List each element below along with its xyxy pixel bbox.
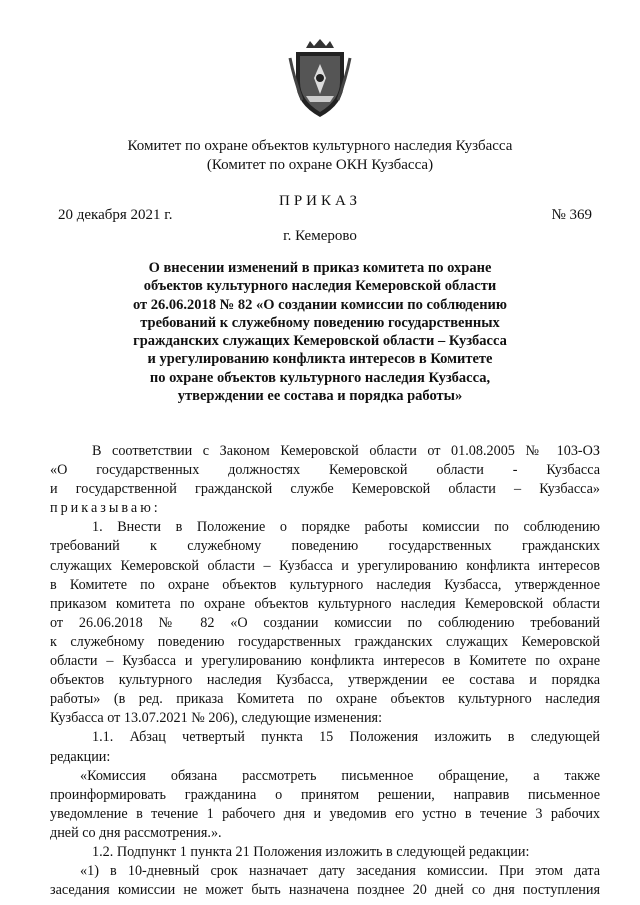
body-line: 1.2. Подпункт 1 пункта 21 Положения изложить в следующей редакции:	[92, 843, 530, 860]
document-type: ПРИКАЗ	[279, 193, 361, 209]
body-line: требований к служебному поведению государственных гражданских	[50, 538, 600, 555]
body-line: приказываю:	[50, 500, 161, 517]
organization-short-name: (Комитет по охране ОКН Кузбасса)	[206, 157, 434, 173]
body-line: Кузбасса от 13.07.2021 № 206), следующие изменения:	[50, 710, 383, 727]
body-line: уведомление в течение 1 рабочего дня и уведомив его устно в течение 3 рабочих	[50, 805, 600, 822]
title-line: требований к служебному поведению государственных	[140, 314, 500, 331]
document-number: № 369	[551, 207, 592, 223]
body-line: от 26.06.2018 № 82 «О создании комиссии по соблюдению требований	[50, 614, 600, 631]
title-line: и урегулированию конфликта интересов в Комитете	[147, 351, 493, 368]
organization-name: Комитет по охране объектов культурного наследия Кузбасса	[127, 138, 513, 154]
title-line: утверждении ее состава и порядка работы»	[177, 388, 463, 405]
order-title	[60, 259, 580, 405]
body-line: в Комитете по охране объектов культурного наследия Кузбасса, утвержденное	[50, 576, 600, 593]
body-line: «О государственных должностях Кемеровской области - Кузбасса	[50, 462, 600, 479]
body-line: служащих Кемеровской области – Кузбасса и урегулированию конфликта интересов	[50, 557, 600, 574]
body-line: области – Кузбасса и урегулированию конфликта интересов в Комитете по охране	[50, 653, 600, 670]
body-line: к служебному поведению государственных гражданских служащих Кемеровской	[50, 633, 600, 650]
body-line: В соответствии с Законом Кемеровской области от 01.08.2005 № 103-ОЗ	[92, 443, 600, 459]
body-line: 1.1. Абзац четвертый пункта 15 Положения изложить в следующей	[92, 729, 600, 746]
title-line: О внесении изменений в приказ комитета по охране	[148, 260, 492, 276]
title-line: гражданских служащих Кемеровской области – Кузбасса	[133, 333, 507, 350]
document-city: г. Кемерово	[283, 228, 357, 244]
coat-of-arms-icon	[286, 38, 354, 120]
title-line: от 26.06.2018 № 82 «О создании комиссии по соблюдению	[132, 296, 507, 313]
order-body	[50, 442, 600, 900]
body-line: приказом комитета по охране объектов культурного наследия Кемеровской области	[50, 595, 600, 612]
body-line: объектов культурного наследия Кузбасса, утверждении ее состава и порядка	[50, 672, 600, 689]
body-line: заседания комиссии не может быть назначена позднее 20 дней со дня поступления	[50, 882, 600, 899]
body-line: дней со дня рассмотрения.».	[50, 824, 222, 841]
body-line: «Комиссия обязана рассмотреть письменное обращение, а также	[80, 767, 600, 784]
title-line: по охране объектов культурного наследия Кузбасса,	[149, 369, 491, 386]
body-line: «1) в 10-дневный срок назначает дату заседания комиссии. При этом дата	[80, 863, 600, 880]
document-date: 20 декабря 2021 г.	[58, 207, 173, 223]
body-line: редакции:	[50, 748, 111, 765]
body-line: и государственной гражданской службе Кемеровской области – Кузбасса»	[50, 481, 600, 498]
body-line: работы» (в ред. приказа Комитета по охране объектов культурного наследия	[50, 691, 600, 708]
title-line: объектов культурного наследия Кемеровской области	[143, 278, 497, 295]
body-line: 1. Внести в Положение о порядке работы комиссии по соблюдению	[92, 519, 600, 536]
body-line: проинформировать гражданина о принятом решении, направив письменное	[50, 786, 600, 803]
